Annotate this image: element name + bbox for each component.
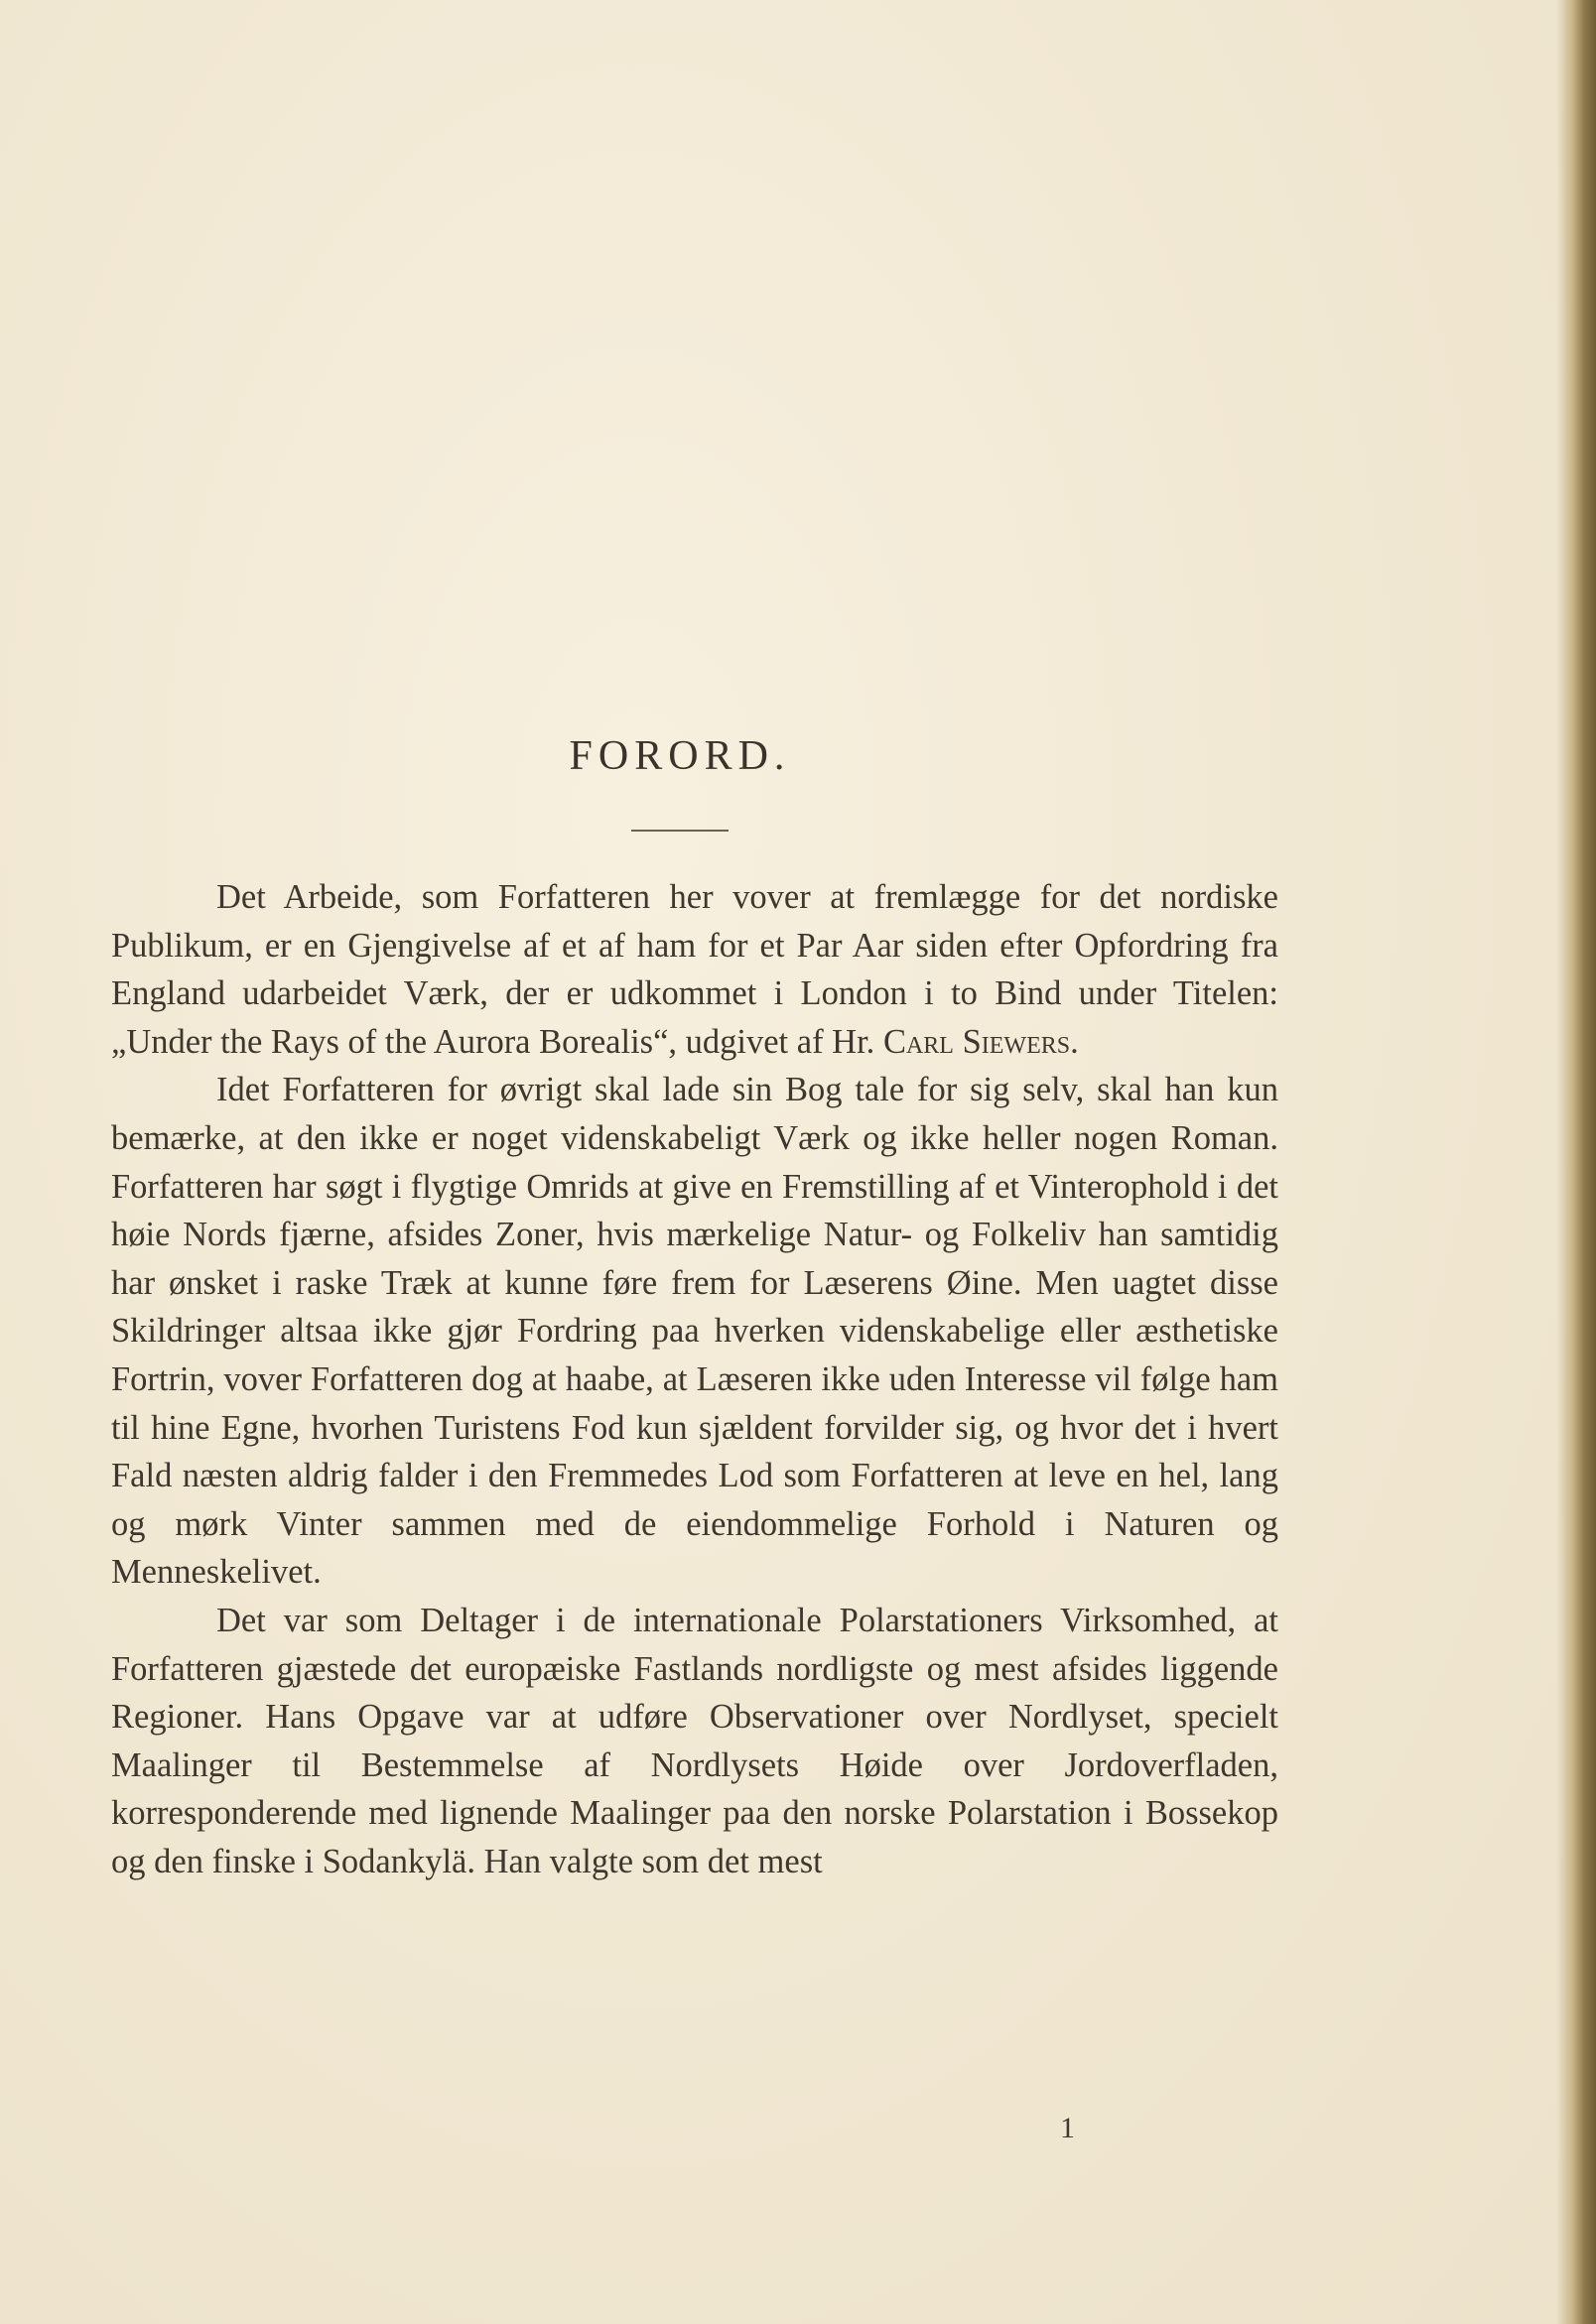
paragraph-1-end: . [1070,1022,1079,1061]
paragraph-2: Idet Forfatteren for øvrigt skal lade sin Bog tale for sig selv, skal han kun bemærke, at den ikke er noget videnskabeligt Værk og ikke heller nogen Roman. Forfatteren har søgt i flygtige Omrids at give en Fremstilling af et Vinterophold i det høie Nords fjærne, afsides Zoner, hvis mærkelige Natur- og Folkeliv han samtidig har ønsket i raske Træk at kunne føre frem for Læserens Øine. Men uagtet disse Skildringer altsaa ikke gjør Fordring paa hverken videnskabelige eller æsthetiske Fortrin, vover Forfatteren dog at haabe, at Læseren ikke uden Interesse vil følge ham til hine Egne, hvorhen Turistens Fod kun sjældent forvilder sig, og hvor det i hvert Fald næsten aldrig falder i den Fremmedes Lod som Forfatteren at leve en hel, lang og mørk Vinter sammen med de eiendommelige Forhold i Naturen og Menneskelivet. [111,1071,1278,1592]
publisher-name: Carl Siewers [882,1022,1071,1061]
paragraph-1 [111,873,1278,1066]
paragraph-1-text: Det Arbeide, som Forfatteren her vover at fremlægge for det nordiske Publikum, er en Gjengivelse af et af ham for et Par Aar siden efter Opfordring fra England udarbeidet Værk, der er udkommet i London i to Bind under Titelen: „Under the Rays of the Aurora Borealis“, udgivet af Hr. [111,878,1278,1061]
body-text [111,873,1278,1885]
page-edge [1556,0,1596,2324]
title-rule [631,830,729,832]
page-title: FORORD. [569,733,791,779]
page-number: 1 [1060,2112,1075,2144]
paragraph-3: Det var som Deltager i de internationale Polarstationers Virksomhed, at Forfatteren gjæstede det europæiske Fastlands nordligste og mest afsides liggende Regioner. Hans Opgave var at udføre Observationer over Nordlyset, specielt Maalinger til Bestemmelse af Nordlysets Høide over Jordoverfladen, korresponderende med lignende Maalinger paa den norske Polarstation i Bossekop og den finske i Sodankylä. Han valgte som det mest [111,1601,1278,1880]
